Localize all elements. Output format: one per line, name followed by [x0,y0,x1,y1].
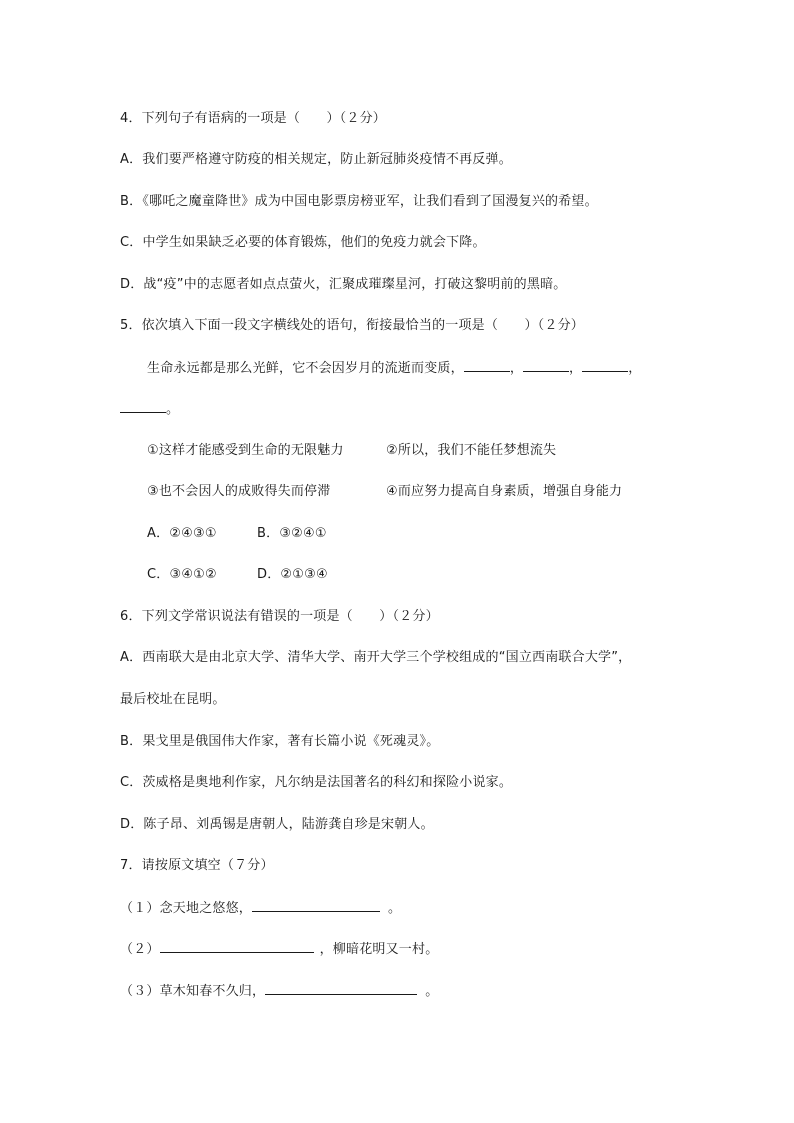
fill-prefix: （１）念天地之悠悠， [120,901,253,916]
question-6-option-a-line-2: 最后校址在昆明。 [120,692,226,707]
answer-blank [160,940,314,953]
sentence-1: ①这样才能感受到生命的无限魅力 [147,443,344,458]
separator: ， [628,361,642,376]
fill-prefix: （３）草木知春不久归， [120,984,266,999]
sentence-4: ④而应努力提高自身素质，增强自身能力 [386,484,623,499]
question-6-option-b: B．果戈里是俄国伟大作家，著有长篇小说《死魂灵》。 [120,734,440,749]
passage-text: 生命永远都是那么光鲜，它不会因岁月的流逝而变质， [147,361,464,376]
question-6-option-d: D．陈子昂、刘禹锡是唐朝人，陆游龚自珍是宋朝人。 [120,817,434,832]
question-6-stem: 6．下列文学常识说法有错误的一项是（ ）（２分） [120,609,439,624]
question-5-passage-end [120,400,179,419]
question-5-option-d: D．②①③④ [257,567,328,582]
question-6-option-a-line-1: A．西南联大是由北京大学、清华大学、南开大学三个学校组成的“国立西南联合大学”， [120,650,632,665]
end-mark: 。 [388,901,402,916]
fill-suffix: ，柳暗花明又一村。 [319,942,439,957]
question-5-passage [147,359,641,378]
question-5-option-a: A．②④③① [147,526,217,541]
question-7-stem: 7．请按原文填空（７分） [120,858,274,873]
sentence-3: ③也不会因人的成败得失而停滞 [147,484,331,499]
question-5-stem: 5．依次填入下面一段文字横线处的语句，衔接最恰当的一项是（ ）（２分） [120,318,584,333]
fill-line-2 [120,940,438,959]
answer-blank [265,982,417,995]
question-4-option-a: A．我们要严格遵守防疫的相关规定，防止新冠肺炎疫情不再反弹。 [120,152,512,167]
question-4-option-b: B．《哪吒之魔童降世》成为中国电影票房榜亚军，让我们看到了国漫复兴的希望。 [120,194,598,209]
fill-prefix: （２） [120,942,160,957]
question-4-option-d: D．战“疫”中的志愿者如点点萤火，汇聚成璀璨星河，打破这黎明前的黑暗。 [120,277,567,292]
answer-blank [523,359,569,372]
answer-blank [464,359,510,372]
sentence-2: ②所以，我们不能任梦想流失 [386,443,557,458]
end-mark: 。 [166,402,180,417]
question-5-option-b: B．③②④① [257,526,327,541]
question-6-option-c: C．茨威格是奥地利作家，凡尔纳是法国著名的科幻和探险小说家。 [120,775,513,790]
question-4-option-c: C．中学生如果缺乏必要的体育锻炼，他们的免疫力就会下降。 [120,235,486,250]
question-4-stem: 4．下列句子有语病的一项是（ ）（２分） [120,111,386,126]
question-5-option-c: C．③④①② [147,567,217,582]
separator: ， [509,361,524,376]
answer-blank [252,899,380,912]
fill-line-3 [120,982,438,1001]
answer-blank [120,400,166,413]
fill-line-1 [120,899,401,918]
answer-blank [582,359,628,372]
separator: ， [569,361,583,376]
end-mark: 。 [425,984,439,999]
